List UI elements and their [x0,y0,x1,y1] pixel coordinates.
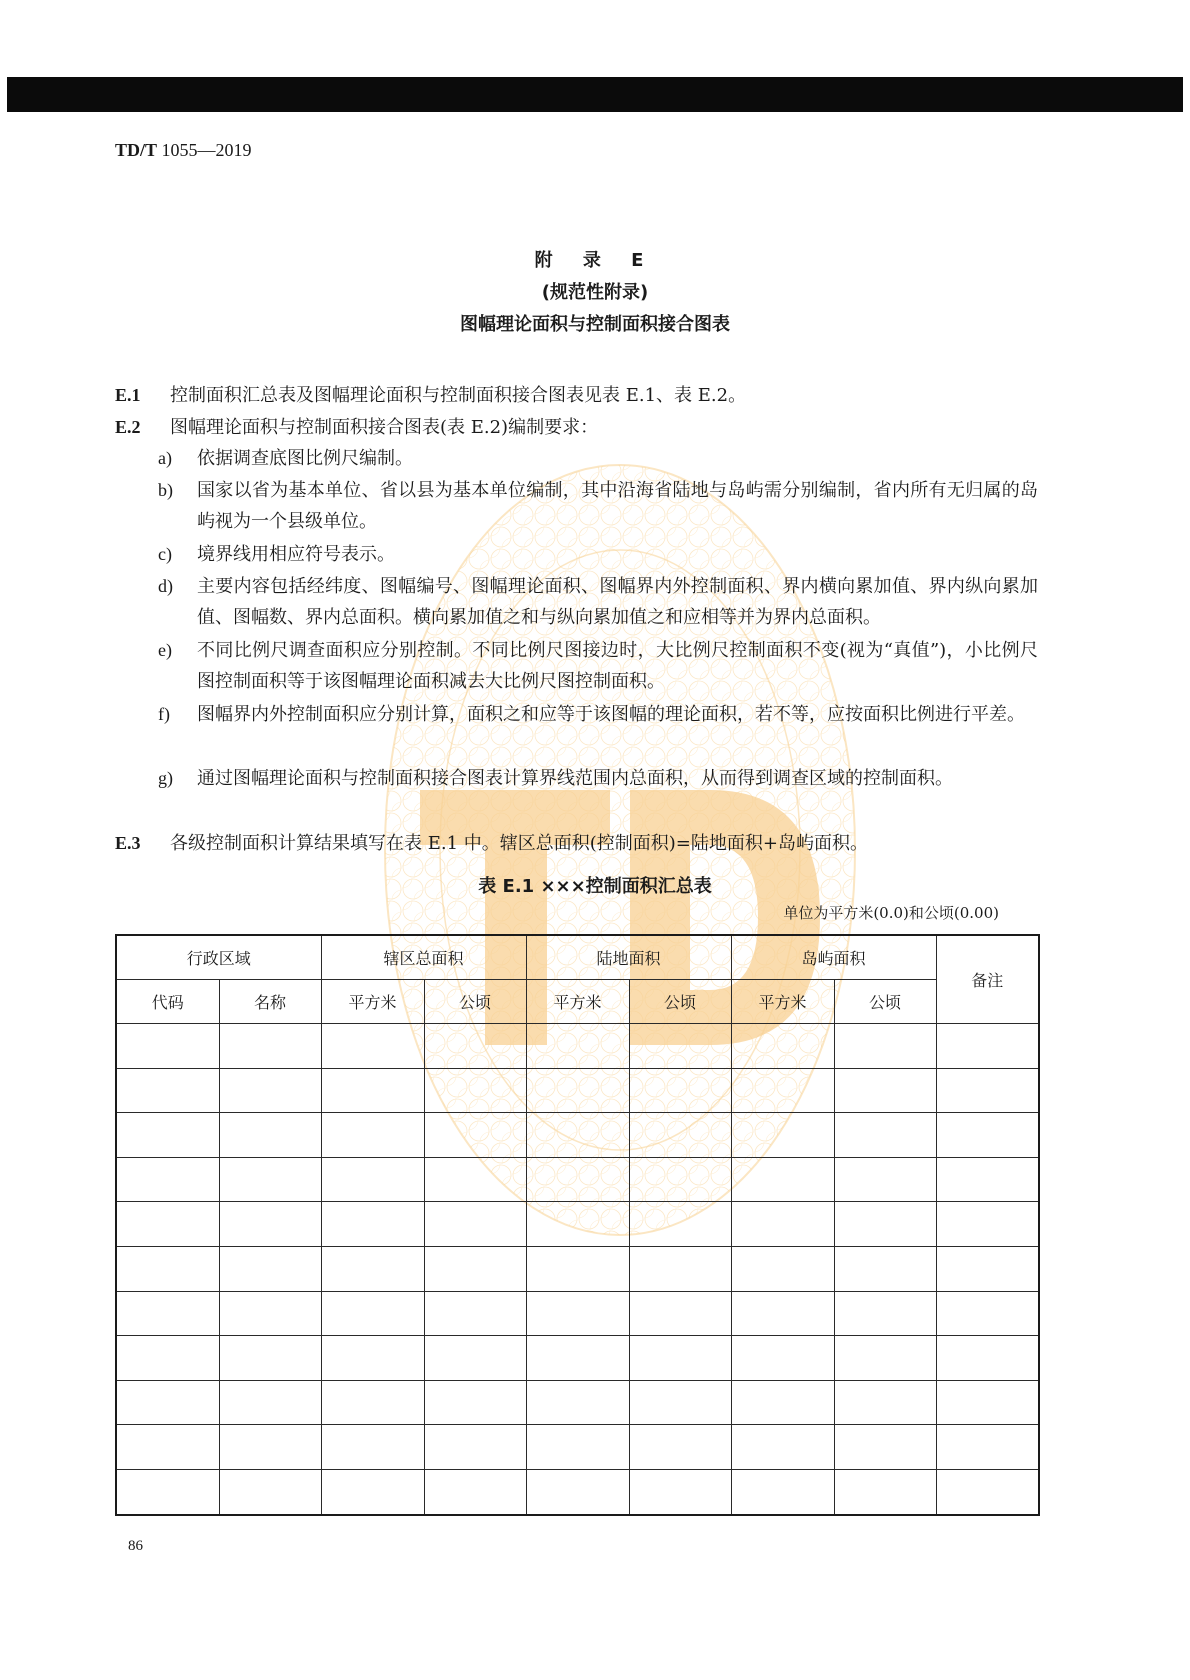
table-cell [321,1113,424,1158]
table-cell [321,1469,424,1514]
item-label: d) [158,576,173,596]
table-cell [629,1157,731,1202]
table-cell [834,1469,936,1514]
table-row [116,1469,1039,1514]
table-cell [834,1113,936,1158]
table-row [116,1380,1039,1425]
table-cell [321,1024,424,1069]
subheader-island-sqm: 平方米 [731,980,834,1024]
table-cell [424,1113,526,1158]
table-cell [526,1113,629,1158]
table-cell [116,1425,219,1470]
list-item [158,763,1038,794]
table-row [116,1068,1039,1113]
table-cell [834,1157,936,1202]
table-cell [526,1469,629,1514]
clause-text: 各级控制面积计算结果填写在表 E.1 中。辖区总面积(控制面积)=陆地面积+岛屿面积。 [170,833,868,854]
subheader-total-sqm: 平方米 [321,980,424,1024]
item-label: c) [158,544,172,564]
header-admin-region: 行政区域 [116,935,321,980]
table-cell [936,1425,1039,1470]
appendix-type: (规范性附录) [541,282,649,303]
table-cell [219,1024,321,1069]
table-cell [321,1202,424,1247]
table-cell [936,1157,1039,1202]
table-cell [526,1291,629,1336]
table-cell [629,1246,731,1291]
standard-code-number: 1055—2019 [161,140,252,160]
clause-number: E.3 [115,833,141,853]
table-cell [629,1336,731,1381]
table-cell [424,1425,526,1470]
subheader-total-ha: 公顷 [424,980,526,1024]
table-cell [936,1336,1039,1381]
table-cell [834,1380,936,1425]
table-cell [629,1291,731,1336]
standard-code-prefix: TD/T [115,140,158,160]
table-cell [116,1202,219,1247]
item-text: 通过图幅理论面积与控制面积接合图表计算界线范围内总面积，从而得到调查区域的控制面积。 [197,768,953,789]
table-cell [731,1113,834,1158]
table-cell [219,1380,321,1425]
header-total-area: 辖区总面积 [321,935,526,980]
table-cell [936,1113,1039,1158]
subheader-name: 名称 [219,980,321,1024]
list-item [158,539,1038,570]
table-row [116,1024,1039,1069]
subheader-island-ha: 公顷 [834,980,936,1024]
table-cell [116,1157,219,1202]
table-cell [526,1024,629,1069]
item-label: e) [158,640,172,660]
table-cell [424,1291,526,1336]
list-item [158,699,1038,730]
table-cell [834,1068,936,1113]
table-cell [321,1291,424,1336]
table-cell [321,1425,424,1470]
table-cell [834,1291,936,1336]
table-cell [116,1469,219,1514]
table-cell [629,1024,731,1069]
table-cell [834,1024,936,1069]
table-cell [834,1202,936,1247]
list-item [158,475,1038,537]
appendix-name: 图幅理论面积与控制面积接合图表 [460,314,730,335]
table-cell [731,1469,834,1514]
table-cell [219,1246,321,1291]
table-cell [219,1068,321,1113]
table-cell [424,1202,526,1247]
table-cell [834,1425,936,1470]
item-label: g) [158,768,173,788]
top-black-bar [7,77,1183,112]
item-text: 境界线用相应符号表示。 [197,544,395,565]
table-cell [731,1024,834,1069]
table-cell [424,1024,526,1069]
clause-text: 控制面积汇总表及图幅理论面积与控制面积接合图表见表 E.1、表 E.2。 [170,385,747,406]
item-text: 主要内容包括经纬度、图幅编号、图幅理论面积、图幅界内外控制面积、界内横向累加值、界内纵向累加值、图幅数、界内总面积。横向累加值之和与纵向累加值之和应相等并为界内总面积。 [197,576,1038,628]
table-cell [116,1336,219,1381]
table-cell [321,1380,424,1425]
table-cell [731,1157,834,1202]
table-cell [321,1246,424,1291]
table-row [116,1291,1039,1336]
table-cell [424,1336,526,1381]
table-cell [116,1068,219,1113]
standard-code [115,140,252,161]
table-cell [219,1336,321,1381]
table-cell [526,1202,629,1247]
table-cell [629,1113,731,1158]
table-row [116,1113,1039,1158]
clause-e1 [115,379,746,412]
table-cell [629,1202,731,1247]
table-header-row [116,935,1039,980]
table-cell [731,1425,834,1470]
table-cell [936,1068,1039,1113]
table-cell [731,1202,834,1247]
subheader-land-ha: 公顷 [629,980,731,1024]
table-cell [526,1246,629,1291]
table-cell [424,1380,526,1425]
table-cell [526,1068,629,1113]
table-cell [731,1068,834,1113]
item-text: 图幅界内外控制面积应分别计算，面积之和应等于该图幅的理论面积，若不等，应按面积比例进行平差。 [197,704,1025,725]
table-row [116,1157,1039,1202]
table-cell [321,1157,424,1202]
table-body [116,1024,1039,1515]
table-cell [116,1024,219,1069]
table-cell [834,1246,936,1291]
table-cell [526,1336,629,1381]
table-cell [731,1246,834,1291]
table-cell [731,1336,834,1381]
table-cell [116,1291,219,1336]
item-text: 依据调查底图比例尺编制。 [197,448,413,469]
table-unit-note: 单位为平方米(0.0)和公顷(0.00) [783,904,999,922]
item-label: a) [158,448,172,468]
table-cell [116,1246,219,1291]
table-title: 表 E.1 ×××控制面积汇总表 [478,876,712,897]
table-cell [219,1469,321,1514]
table-cell [936,1024,1039,1069]
clause-text: 图幅理论面积与控制面积接合图表(表 E.2)编制要求： [170,417,599,438]
appendix-title: 附 录 E [534,250,656,271]
control-area-summary-table [115,934,1040,1516]
item-text: 国家以省为基本单位、省以县为基本单位编制，其中沿海省陆地与岛屿需分别编制，省内所有无归属的岛屿视为一个县级单位。 [197,480,1038,532]
item-text: 不同比例尺调查面积应分别控制。不同比例尺图接边时，大比例尺控制面积不变(视为“真值”)，小比例尺图控制面积等于该图幅理论面积减去大比例尺图控制面积。 [197,640,1038,692]
list-item [158,571,1038,633]
list-item [158,443,1038,474]
table-row [116,1425,1039,1470]
item-label: f) [158,704,170,724]
table-cell [731,1291,834,1336]
table-cell [629,1425,731,1470]
table-cell [629,1380,731,1425]
item-label: b) [158,480,173,500]
table-cell [321,1068,424,1113]
table-cell [936,1469,1039,1514]
clause-e3 [115,827,868,860]
table-cell [526,1425,629,1470]
table-cell [219,1425,321,1470]
list-item [158,635,1038,697]
page-number: 86 [128,1538,143,1554]
table-cell [936,1202,1039,1247]
subheader-code: 代码 [116,980,219,1024]
table-cell [526,1380,629,1425]
table-cell [731,1380,834,1425]
table-cell [321,1336,424,1381]
table-cell [424,1469,526,1514]
table-cell [219,1291,321,1336]
clause-e2 [115,411,598,444]
table-cell [936,1246,1039,1291]
table-cell [219,1113,321,1158]
table-cell [424,1246,526,1291]
table-row [116,1336,1039,1381]
table-cell [116,1113,219,1158]
table-cell [834,1336,936,1381]
table-subheader-row [116,980,1039,1024]
table-cell [526,1157,629,1202]
table-cell [629,1469,731,1514]
header-island-area: 岛屿面积 [731,935,936,980]
table-cell [219,1202,321,1247]
table-cell [936,1291,1039,1336]
subheader-land-sqm: 平方米 [526,980,629,1024]
clause-number: E.2 [115,417,141,437]
table-row [116,1202,1039,1247]
table-cell [936,1380,1039,1425]
header-land-area: 陆地面积 [526,935,731,980]
clause-number: E.1 [115,385,141,405]
table-row [116,1246,1039,1291]
table-cell [424,1157,526,1202]
table-cell [629,1068,731,1113]
table-cell [424,1068,526,1113]
table-cell [219,1157,321,1202]
table-cell [116,1380,219,1425]
header-remark: 备注 [936,935,1039,1024]
